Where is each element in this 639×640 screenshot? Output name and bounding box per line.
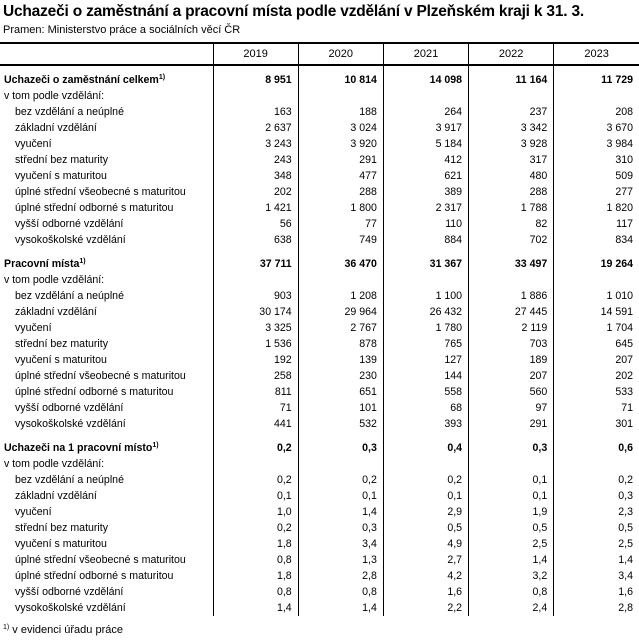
section-spacer [0, 432, 639, 440]
value-cell: 192 [213, 352, 298, 368]
value-cell: 1,3 [298, 552, 383, 568]
value-cell: 97 [469, 400, 554, 416]
value-cell: 1,4 [298, 504, 383, 520]
value-cell: 26 432 [383, 304, 468, 320]
row-label: střední bez maturity [15, 522, 109, 534]
total-value-cell: 8 951 [213, 65, 298, 88]
value-cell: 0,2 [554, 472, 639, 488]
footnote-ref: 1) [158, 74, 166, 81]
row-label: úplné střední všeobecné s maturitou [15, 370, 186, 382]
value-cell: 651 [298, 384, 383, 400]
spacer-cell [469, 432, 554, 440]
value-cell: 264 [383, 104, 468, 120]
value-cell: 1 536 [213, 336, 298, 352]
empty-cell [298, 456, 383, 472]
table-row [0, 168, 639, 184]
value-cell: 189 [469, 352, 554, 368]
value-cell: 878 [298, 336, 383, 352]
value-cell: 14 591 [554, 304, 639, 320]
table-row [0, 288, 639, 304]
value-cell: 1,6 [383, 584, 468, 600]
value-cell: 2,7 [383, 552, 468, 568]
table-row [0, 184, 639, 200]
subheader-label: v tom podle vzdělání: [4, 90, 105, 102]
table-row [0, 552, 639, 568]
table-row [0, 120, 639, 136]
value-cell: 0,2 [213, 520, 298, 536]
value-cell: 3 670 [554, 120, 639, 136]
value-cell: 291 [469, 416, 554, 432]
value-cell: 884 [383, 232, 468, 248]
total-value-cell: 0,2 [213, 440, 298, 456]
value-cell: 621 [383, 168, 468, 184]
spacer-cell [383, 432, 468, 440]
table-row [0, 504, 639, 520]
value-cell: 509 [554, 168, 639, 184]
table-row [0, 472, 639, 488]
value-cell: 0,2 [383, 472, 468, 488]
spacer-cell [383, 248, 468, 256]
row-label: bez vzdělání a neúplné [15, 290, 124, 302]
value-cell: 477 [298, 168, 383, 184]
value-cell: 638 [213, 232, 298, 248]
value-cell: 2 317 [383, 200, 468, 216]
value-cell: 1 704 [554, 320, 639, 336]
value-cell: 139 [298, 352, 383, 368]
row-label: úplné střední odborné s maturitou [15, 202, 174, 214]
total-value-cell: 31 367 [383, 256, 468, 272]
value-cell: 903 [213, 288, 298, 304]
section-total-label [0, 440, 213, 456]
value-cell: 0,5 [383, 520, 468, 536]
value-cell: 1,4 [213, 600, 298, 616]
row-label: úplné střední odborné s maturitou [15, 386, 174, 398]
spacer-cell [0, 248, 213, 256]
value-cell: 1 208 [298, 288, 383, 304]
value-cell: 2,2 [383, 600, 468, 616]
subheader-row [0, 456, 639, 472]
value-cell: 2,9 [383, 504, 468, 520]
table-row [0, 216, 639, 232]
empty-cell [213, 88, 298, 104]
value-cell: 27 445 [469, 304, 554, 320]
table-row [0, 584, 639, 600]
value-cell: 749 [298, 232, 383, 248]
row-label: vysokoškolské vzdělání [15, 418, 126, 430]
value-cell: 243 [213, 152, 298, 168]
value-cell: 0,1 [469, 488, 554, 504]
value-cell: 77 [298, 216, 383, 232]
value-cell: 703 [469, 336, 554, 352]
table-row [0, 152, 639, 168]
value-cell: 71 [554, 400, 639, 416]
total-label-text: Uchazeči na 1 pracovní místo [4, 442, 153, 454]
total-value-cell: 33 497 [469, 256, 554, 272]
value-cell: 3 920 [298, 136, 383, 152]
data-table [0, 42, 639, 616]
source-note: Pramen: Ministerstvo práce a sociálních věcí ČR [3, 24, 241, 36]
value-cell: 0,8 [213, 552, 298, 568]
row-label: úplné střední odborné s maturitou [15, 570, 174, 582]
table-row [0, 304, 639, 320]
value-cell: 82 [469, 216, 554, 232]
value-cell: 291 [298, 152, 383, 168]
spacer-cell [554, 432, 639, 440]
total-value-cell: 14 098 [383, 65, 468, 88]
value-cell: 3 928 [469, 136, 554, 152]
value-cell: 101 [298, 400, 383, 416]
row-label: bez vzdělání a neúplné [15, 106, 124, 118]
column-header-2023: 2023 [554, 43, 639, 65]
table-row [0, 136, 639, 152]
value-cell: 277 [554, 184, 639, 200]
empty-cell [213, 456, 298, 472]
spacer-cell [298, 432, 383, 440]
value-cell: 2,5 [469, 536, 554, 552]
value-cell: 117 [554, 216, 639, 232]
value-cell: 288 [469, 184, 554, 200]
value-cell: 0,5 [554, 520, 639, 536]
value-cell: 3 342 [469, 120, 554, 136]
section-total-row [0, 440, 639, 456]
value-cell: 834 [554, 232, 639, 248]
empty-cell [298, 88, 383, 104]
total-label-text: Pracovní místa [4, 258, 80, 270]
value-cell: 1,8 [213, 568, 298, 584]
total-value-cell: 36 470 [298, 256, 383, 272]
value-cell: 348 [213, 168, 298, 184]
row-label: vyučení [15, 506, 52, 518]
value-cell: 1,4 [469, 552, 554, 568]
value-cell: 0,8 [469, 584, 554, 600]
column-header-2020: 2020 [298, 43, 383, 65]
value-cell: 68 [383, 400, 468, 416]
table-row [0, 352, 639, 368]
value-cell: 3 984 [554, 136, 639, 152]
value-cell: 202 [554, 368, 639, 384]
subheader-row [0, 88, 639, 104]
value-cell: 1,6 [554, 584, 639, 600]
row-label: vyšší odborné vzdělání [15, 218, 124, 230]
value-cell: 1,9 [469, 504, 554, 520]
value-cell: 3 917 [383, 120, 468, 136]
column-header-2019: 2019 [213, 43, 298, 65]
spacer-cell [213, 432, 298, 440]
row-label: vyučení [15, 322, 52, 334]
row-label: základní vzdělání [15, 122, 97, 134]
value-cell: 30 174 [213, 304, 298, 320]
row-label: vysokoškolské vzdělání [15, 602, 126, 614]
value-cell: 0,2 [213, 472, 298, 488]
section-total-row [0, 256, 639, 272]
spacer-cell [213, 248, 298, 256]
value-cell: 1 010 [554, 288, 639, 304]
value-cell: 2 637 [213, 120, 298, 136]
table-row [0, 368, 639, 384]
value-cell: 310 [554, 152, 639, 168]
header-label-cell [0, 43, 213, 65]
value-cell: 2,8 [554, 600, 639, 616]
subheader-row [0, 272, 639, 288]
value-cell: 2 119 [469, 320, 554, 336]
value-cell: 4,2 [383, 568, 468, 584]
value-cell: 2,3 [554, 504, 639, 520]
value-cell: 3,2 [469, 568, 554, 584]
value-cell: 1 788 [469, 200, 554, 216]
empty-cell [554, 456, 639, 472]
subheader-label: v tom podle vzdělání: [4, 458, 105, 470]
footnote-text: v evidenci úřadu práce [12, 624, 123, 636]
empty-cell [213, 272, 298, 288]
value-cell: 56 [213, 216, 298, 232]
table-row [0, 336, 639, 352]
value-cell: 1 100 [383, 288, 468, 304]
value-cell: 0,1 [298, 488, 383, 504]
value-cell: 163 [213, 104, 298, 120]
spacer-cell [469, 248, 554, 256]
value-cell: 645 [554, 336, 639, 352]
value-cell: 202 [213, 184, 298, 200]
row-label: základní vzdělání [15, 490, 97, 502]
value-cell: 1,0 [213, 504, 298, 520]
value-cell: 4,9 [383, 536, 468, 552]
value-cell: 393 [383, 416, 468, 432]
value-cell: 389 [383, 184, 468, 200]
value-cell: 2,4 [469, 600, 554, 616]
value-cell: 230 [298, 368, 383, 384]
row-label: bez vzdělání a neúplné [15, 474, 124, 486]
header-row [0, 43, 639, 65]
value-cell: 1 780 [383, 320, 468, 336]
empty-cell [554, 272, 639, 288]
total-value-cell: 11 164 [469, 65, 554, 88]
footnote-ref: 1) [152, 442, 159, 449]
value-cell: 0,5 [469, 520, 554, 536]
table-row [0, 536, 639, 552]
total-label-text: Uchazeči o zaměstnání celkem [4, 74, 159, 86]
row-label: vyučení s maturitou [15, 170, 107, 182]
spacer-cell [298, 248, 383, 256]
section-total-row [0, 65, 639, 88]
empty-cell [383, 88, 468, 104]
value-cell: 1 886 [469, 288, 554, 304]
empty-cell [469, 456, 554, 472]
value-cell: 0,1 [383, 488, 468, 504]
table-row [0, 400, 639, 416]
value-cell: 3 024 [298, 120, 383, 136]
total-value-cell: 0,3 [298, 440, 383, 456]
value-cell: 258 [213, 368, 298, 384]
row-label: vyučení s maturitou [15, 354, 107, 366]
table-body [0, 65, 639, 616]
value-cell: 0,1 [469, 472, 554, 488]
value-cell: 0,1 [213, 488, 298, 504]
value-cell: 144 [383, 368, 468, 384]
value-cell: 1,4 [554, 552, 639, 568]
empty-cell [298, 272, 383, 288]
value-cell: 3,4 [554, 568, 639, 584]
value-cell: 208 [554, 104, 639, 120]
value-cell: 188 [298, 104, 383, 120]
table-row [0, 104, 639, 120]
value-cell: 207 [469, 368, 554, 384]
column-header-2021: 2021 [383, 43, 468, 65]
value-cell: 1 800 [298, 200, 383, 216]
value-cell: 207 [554, 352, 639, 368]
row-label: vyšší odborné vzdělání [15, 586, 124, 598]
footnote-mark: 1) [3, 624, 10, 631]
total-value-cell: 0,6 [554, 440, 639, 456]
empty-cell [554, 88, 639, 104]
footnote [3, 624, 123, 636]
empty-cell [383, 456, 468, 472]
value-cell: 532 [298, 416, 383, 432]
value-cell: 2,8 [298, 568, 383, 584]
column-header-2022: 2022 [469, 43, 554, 65]
subheader-label: v tom podle vzdělání: [4, 274, 105, 286]
row-label: vysokoškolské vzdělání [15, 234, 126, 246]
table-row [0, 600, 639, 616]
value-cell: 1,4 [298, 600, 383, 616]
table-title: Uchazeči o zaměstnání a pracovní místa podle vzdělání v Plzeňském kraji k 31. 3. [3, 3, 584, 20]
total-value-cell: 0,4 [383, 440, 468, 456]
value-cell: 71 [213, 400, 298, 416]
value-cell: 558 [383, 384, 468, 400]
total-value-cell: 11 729 [554, 65, 639, 88]
value-cell: 3,4 [298, 536, 383, 552]
table-row [0, 200, 639, 216]
row-label: úplné střední všeobecné s maturitou [15, 186, 186, 198]
value-cell: 301 [554, 416, 639, 432]
total-value-cell: 19 264 [554, 256, 639, 272]
table-row [0, 384, 639, 400]
value-cell: 1 421 [213, 200, 298, 216]
value-cell: 811 [213, 384, 298, 400]
value-cell: 0,8 [298, 584, 383, 600]
empty-cell [383, 272, 468, 288]
value-cell: 3 325 [213, 320, 298, 336]
value-cell: 702 [469, 232, 554, 248]
total-value-cell: 0,3 [469, 440, 554, 456]
value-cell: 127 [383, 352, 468, 368]
table-row [0, 520, 639, 536]
row-label: základní vzdělání [15, 306, 97, 318]
total-value-cell: 37 711 [213, 256, 298, 272]
spacer-cell [0, 432, 213, 440]
table-row [0, 232, 639, 248]
value-cell: 5 184 [383, 136, 468, 152]
value-cell: 560 [469, 384, 554, 400]
row-label: střední bez maturity [15, 338, 109, 350]
empty-cell [469, 88, 554, 104]
value-cell: 110 [383, 216, 468, 232]
row-label: vyšší odborné vzdělání [15, 402, 124, 414]
footnote-ref: 1) [79, 258, 86, 265]
value-cell: 29 964 [298, 304, 383, 320]
table-row [0, 488, 639, 504]
value-cell: 1,8 [213, 536, 298, 552]
value-cell: 0,3 [298, 520, 383, 536]
value-cell: 0,2 [298, 472, 383, 488]
value-cell: 765 [383, 336, 468, 352]
spacer-cell [554, 248, 639, 256]
value-cell: 412 [383, 152, 468, 168]
row-label: vyučení s maturitou [15, 538, 107, 550]
value-cell: 317 [469, 152, 554, 168]
row-label: střední bez maturity [15, 154, 109, 166]
row-label: úplné střední všeobecné s maturitou [15, 554, 186, 566]
value-cell: 288 [298, 184, 383, 200]
value-cell: 480 [469, 168, 554, 184]
table-row [0, 568, 639, 584]
value-cell: 533 [554, 384, 639, 400]
section-total-label [0, 256, 213, 272]
value-cell: 3 243 [213, 136, 298, 152]
section-spacer [0, 248, 639, 256]
value-cell: 1 820 [554, 200, 639, 216]
empty-cell [469, 272, 554, 288]
section-total-label [0, 65, 213, 88]
table-row [0, 416, 639, 432]
value-cell: 0,3 [554, 488, 639, 504]
value-cell: 237 [469, 104, 554, 120]
value-cell: 441 [213, 416, 298, 432]
value-cell: 2,5 [554, 536, 639, 552]
total-value-cell: 10 814 [298, 65, 383, 88]
table-row [0, 320, 639, 336]
value-cell: 0,8 [213, 584, 298, 600]
row-label: vyučení [15, 138, 52, 150]
value-cell: 2 767 [298, 320, 383, 336]
